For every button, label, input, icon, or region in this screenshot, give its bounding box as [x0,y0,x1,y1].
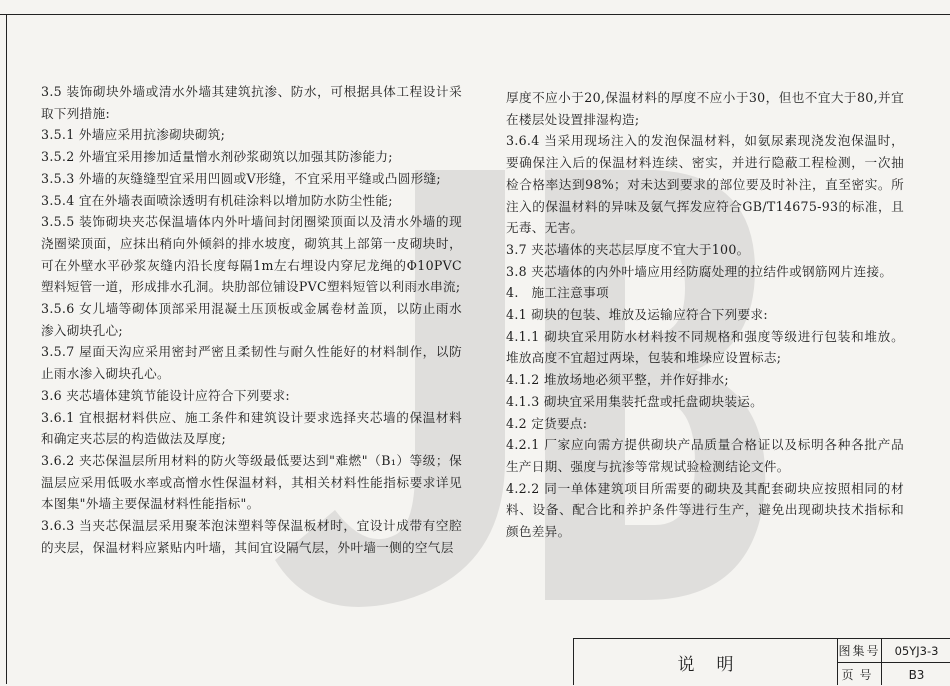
right-text-column [506,87,904,543]
paragraph-3-5-5: 3.5.5 装饰砌块夹芯保温墙体内外叶墙间封闭圈梁顶面以及清水外墙的现浇圈梁顶面，应抹出稍向外倾斜的排水坡度，砌筑其上部第一皮砌块时，可在外壁水平砂浆灰缝内沿长度每隔1m左右埋设内穿尼龙绳的Φ10PVC塑料短管一道，形成排水孔洞。块肋部位铺设PVC塑料短管以利雨水串流; [41,214,462,295]
paragraph-4-1-1: 4.1.1 砌块宜采用防水材料按不同规格和强度等级进行包装和堆放。堆放高度不宜超过两垛，包装和堆垛应设置标志; [506,328,904,366]
paragraph-3-5-2: 3.5.2 外墙宜采用掺加适量憎水剂砂浆砌筑以加强其防渗能力; [41,149,393,165]
paragraph-4-2-1: 4.2.1 厂家应向需方提供砌块产品质量合格证以及标明各种各批产品生产日期、强度与抗渗等常规试验检测结论文件。 [506,437,904,474]
page-number-label: 页号 [841,668,878,682]
paragraph-3-5-4: 3.5.4 宜在外墙表面喷涂透明有机硅涂料以增加防水防尘性能; [41,192,393,208]
paragraph-4-2: 4.2 定货要点: [506,415,588,431]
paragraph-3-5-1: 3.5.1 外墙应采用抗渗砌块砌筑; [41,127,226,143]
paragraph-3-6-3-cont: 厚度不应小于20,保温材料的厚度不应小于30，但也不宜大于80,并宜在楼层处设置排湿构造; [506,90,904,127]
paragraph-3-6-2: 3.6.2 夹芯保温层所用材料的防火等级最低要达到"难燃"（B₁）等级；保温层应采用低吸水率或高憎水性保温材料，其相关材料性能指标要求详见本图集"外墙主要保温材料性能指标"。 [41,452,462,512]
section-4-heading: 4. 施工注意事项 [506,285,609,301]
paragraph-3-5-3: 3.5.3 外墙的灰缝缝型宜采用凹圆或V形缝，不宜采用平缝或凸圆形缝; [41,170,441,186]
paragraph-3-6-1: 3.6.1 宜根据材料供应、施工条件和建筑设计要求选择夹芯墙的保温材料和确定夹芯层的构造做法及厚度; [41,409,462,447]
paragraph-3-5-7: 3.5.7 屋面天沟应采用密封严密且柔韧性与耐久性能好的材料制作，以防止雨水渗入砌块孔心。 [41,344,462,382]
atlas-number-value: 05YJ3-3 [894,643,939,658]
title-block [573,638,950,685]
page-number-value: B3 [908,667,925,682]
paragraph-3-7: 3.7 夹芯墙体的夹芯层厚度不宜大于100。 [506,241,750,257]
paragraph-4-1-2: 4.1.2 堆放场地必须平整，并作好排水; [506,372,729,388]
paragraph-3-6: 3.6 夹芯墙体建筑节能设计应符合下列要求: [41,387,290,403]
paragraph-3-6-3: 3.6.3 当夹芯保温层采用聚苯泡沫塑料等保温板材时，宜设计成带有空腔的夹层，保温材料应紧贴内叶墙，其间宜设隔气层，外叶墙一侧的空气层 [41,518,462,555]
page-frame-top [0,14,950,15]
paragraph-3-5-6: 3.5.6 女儿墙等砌体顶部采用混凝土压顶板或金属卷材盖顶，以防止雨水渗入砌块孔心; [41,301,462,338]
left-text-column [41,81,462,558]
drawing-title: 说明 [677,654,756,675]
paragraph-4-2-2: 4.2.2 同一单体建筑项目所需要的砌块及其配套砌块应按照相同的材料、设备、配合比和养护条件等进行生产，避免出现砌块技术指标和颜色差异。 [506,480,904,540]
page-frame-left [6,14,7,684]
paragraph-4-1: 4.1 砌块的包装、堆放及运输应符合下列要求: [506,307,768,323]
paragraph-3-6-4: 3.6.4 当采用现场注入的发泡保温材料，如氨尿素现浇发泡保温时，要确保注入后的保温材料连续、密实，并进行隐蔽工程检测，一次抽检合格率达到98%；对未达到要求的部位要及时补注，直至密实。所注入的保温材料的异味及氨气挥发应符合GB/T14675-93的标准，且无毒、无害。 [506,133,904,236]
paragraph-3-5: 3.5 装饰砌块外墙或清水外墙其建筑抗渗、防水，可根据具体工程设计采取下列措施: [41,84,462,121]
atlas-number-label: 图集号 [838,644,881,658]
paragraph-4-1-3: 4.1.3 砌块宜采用集装托盘或托盘砌块装运。 [506,393,764,409]
paragraph-3-8: 3.8 夹芯墙体的内外叶墙应用经防腐处理的拉结件或钢筋网片连接。 [506,263,893,279]
